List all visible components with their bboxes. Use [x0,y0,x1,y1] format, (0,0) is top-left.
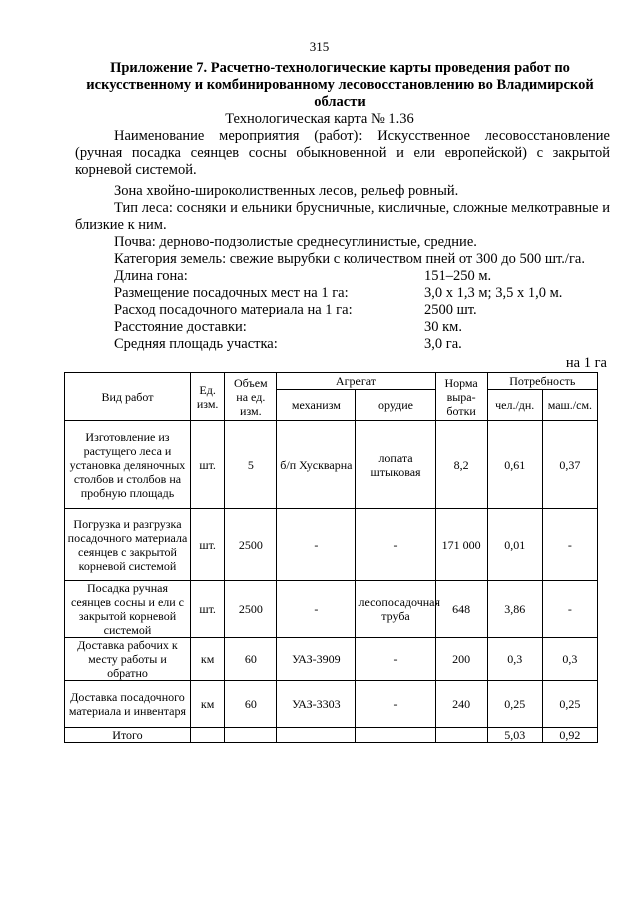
cell-mechanism: УАЗ-3303 [277,681,356,728]
cell-man-days: 3,86 [487,581,542,638]
cell-machine-shifts: 0,3 [542,638,597,681]
parameter-value: 3,0 х 1,3 м; 3,5 х 1,0 м. [424,285,563,301]
unit-note: на 1 га [565,355,607,371]
soil-paragraph: Почва: дерново-подзолистые среднесуглинистые, средние. [114,234,477,250]
cell-tool: - [356,638,435,681]
header-machine-shifts: маш./см. [542,390,597,421]
cell-total-machine-shifts: 0,92 [542,728,597,743]
cell-machine-shifts: 0,37 [542,421,597,509]
cell-work: Доставка рабочих к месту работы и обратно [65,638,191,681]
cell-machine-shifts: - [542,581,597,638]
cell-tool: лопата штыковая [356,421,435,509]
parameter-label: Средняя площадь участка: [114,336,278,352]
cell-man-days: 0,61 [487,421,542,509]
cell-empty [435,728,487,743]
cell-volume: 60 [225,681,277,728]
cell-mechanism: б/п Хускварна [277,421,356,509]
cell-empty [356,728,435,743]
cell-empty [225,728,277,743]
table-row [65,509,598,581]
header-work-type: Вид работ [65,373,191,421]
cell-tool: - [356,509,435,581]
cell-total-man-days: 5,03 [487,728,542,743]
parameter-value: 2500 шт. [424,302,477,318]
header-norm: Норма выра-ботки [435,373,487,421]
header-mechanism: механизм [277,390,356,421]
cell-empty [190,728,224,743]
zone-paragraph: Зона хвойно-широколиственных лесов, рельеф ровный. [114,183,459,199]
cell-norm: 648 [435,581,487,638]
cell-man-days: 0,25 [487,681,542,728]
cell-mechanism: УАЗ-3909 [277,638,356,681]
measure-paragraph: Наименование мероприятия (работ): Искусственное лесовосстановление (ручная посадка сеянцев сосны обыкновенной и ели европейской) с закрытой корневой системой. [75,128,610,178]
cell-work: Погрузка и разгрузка посадочного материала сеянцев с закрытой корневой системой [65,509,191,581]
cell-norm: 240 [435,681,487,728]
cell-work: Изготовление из растущего леса и установка деляночных столбов и столбов на пробную площадь [65,421,191,509]
table-row [65,581,598,638]
cell-tool: - [356,681,435,728]
page-number: 315 [309,39,330,54]
cell-unit: шт. [190,421,224,509]
parameter-label: Расстояние доставки: [114,319,247,335]
cell-unit: шт. [190,581,224,638]
cell-work: Посадка ручная сеянцев сосны и ели с закрытой корневой системой [65,581,191,638]
cell-volume: 2500 [225,581,277,638]
table-row [65,681,598,728]
cell-unit: км [190,681,224,728]
cell-total-label: Итого [65,728,191,743]
parameter-label: Размещение посадочных мест на 1 га: [114,285,349,301]
cell-machine-shifts: 0,25 [542,681,597,728]
cell-man-days: 0,3 [487,638,542,681]
table-row [65,421,598,509]
cell-man-days: 0,01 [487,509,542,581]
table-total-row [65,728,598,743]
cell-mechanism: - [277,509,356,581]
parameter-label: Длина гона: [114,268,188,284]
work-table [64,372,598,743]
cell-volume: 60 [225,638,277,681]
cell-tool: лесопосадочная труба [356,581,435,638]
land-category-paragraph: Категория земель: свежие вырубки с количеством пней от 300 до 500 шт./га. [114,251,585,267]
cell-norm: 8,2 [435,421,487,509]
header-man-days: чел./дн. [487,390,542,421]
parameter-value: 151–250 м. [424,268,492,284]
header-tool: орудие [356,390,435,421]
cell-unit: шт. [190,509,224,581]
header-need: Потребность [487,373,597,390]
cell-machine-shifts: - [542,509,597,581]
cell-work: Доставка посадочного материала и инвентаря [65,681,191,728]
header-aggregate: Агрегат [277,373,435,390]
cell-unit: км [190,638,224,681]
cell-norm: 171 000 [435,509,487,581]
parameter-value: 30 км. [424,319,462,335]
parameter-value: 3,0 га. [424,336,462,352]
header-unit: Ед. изм. [190,373,224,421]
forest-type-paragraph: Тип леса: сосняки и ельники брусничные, кисличные, сложные мелкотравные и близкие к ним. [75,200,610,233]
cell-volume: 5 [225,421,277,509]
appendix-title: Приложение 7. Расчетно-технологические карты проведения работ по искусственному и комбинированному лесовосстановлению во Владимирской области [86,60,594,110]
table-row [65,638,598,681]
cell-volume: 2500 [225,509,277,581]
cell-norm: 200 [435,638,487,681]
cell-empty [277,728,356,743]
card-title: Технологическая карта № 1.36 [225,111,414,127]
header-volume: Объем на ед. изм. [225,373,277,421]
cell-mechanism: - [277,581,356,638]
parameter-label: Расход посадочного материала на 1 га: [114,302,353,318]
